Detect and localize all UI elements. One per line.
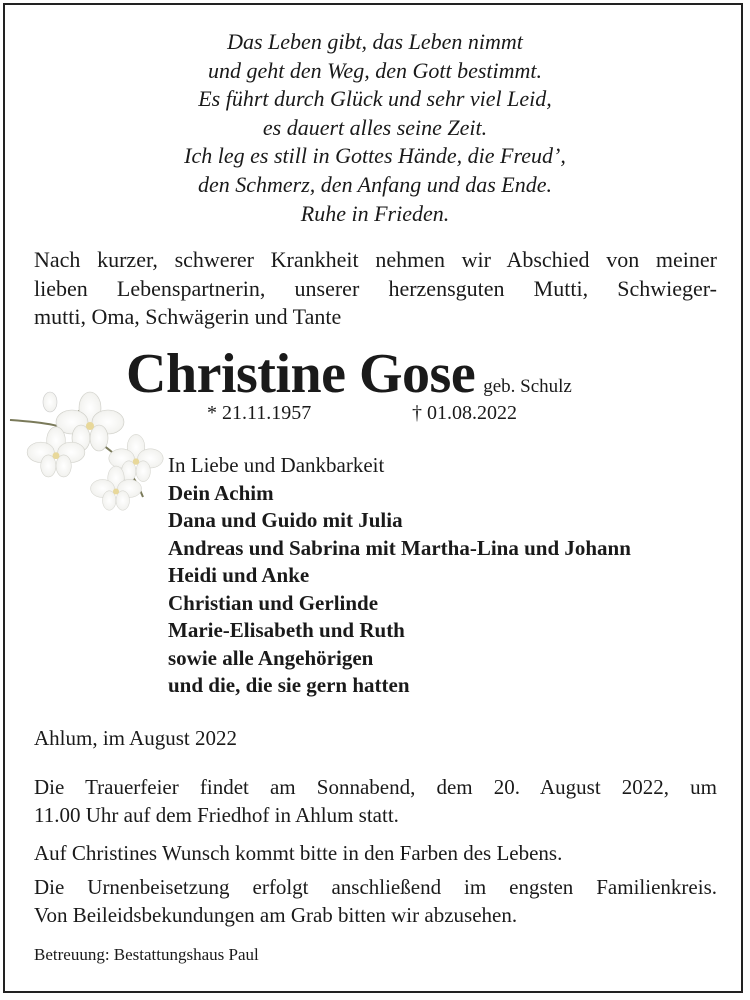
family-lead: In Liebe und Dankbarkeit: [168, 453, 385, 477]
ceremony-line: 11.00 Uhr auf dem Friedhof in Ahlum statt.: [34, 802, 399, 827]
intro-line: lieben Lebenspartnerin, unserer herzensguten Mutti, Schwieger-: [34, 275, 717, 301]
family-member: Christian und Gerlinde: [168, 590, 379, 615]
deceased-heading: [126, 342, 572, 406]
family-member: Dana und Guido mit Julia: [168, 508, 403, 532]
funeral-home-credit: Betreuung: Bestattungshaus Paul: [34, 945, 259, 964]
intro-line: Nach kurzer, schwerer Krankheit nehmen wir Abschied von meiner: [34, 247, 717, 272]
family-member: Dein Achim: [168, 480, 274, 505]
poem-line: Ruhe in Frieden.: [300, 200, 450, 226]
burial-text: [34, 874, 717, 929]
family-member: Heidi und Anke: [168, 563, 310, 587]
place-date: Ahlum, im August 2022: [34, 726, 238, 750]
burial-line: Die Urnenbeisetzung erfolgt anschließend im engsten Familienkreis.: [34, 875, 717, 899]
ceremony-line: Die Trauerfeier findet am Sonnabend, dem 20. August 2022, um: [34, 775, 717, 799]
ceremony-text: [34, 774, 717, 829]
deceased-name: Christine Gose: [126, 343, 476, 405]
birth-date: * 21.11.1957: [207, 402, 312, 424]
poem-line: den Schmerz, den Anfang und das Ende.: [198, 171, 552, 197]
wish-line: Auf Christines Wunsch kommt bitte in den Farben des Lebens.: [34, 841, 563, 865]
intro-line: mutti, Oma, Schwägerin und Tante: [34, 304, 342, 329]
poem-line: Das Leben gibt, das Leben nimmt: [227, 29, 523, 54]
family-member: und die, die sie gern hatten: [168, 673, 410, 697]
poem-line: Es führt durch Glück und sehr viel Leid,: [198, 86, 552, 112]
maiden-name: geb. Schulz: [483, 376, 572, 397]
death-date: † 01.08.2022: [412, 402, 517, 424]
burial-line: Von Beileidsbekundungen am Grab bitten wir abzusehen.: [34, 902, 518, 927]
family-member: Andreas und Sabrina mit Martha-Lina und Johann: [168, 535, 631, 560]
family-member: Marie-Elisabeth und Ruth: [168, 618, 405, 642]
family-member: sowie alle Angehörigen: [168, 645, 374, 670]
poem-line: es dauert alles seine Zeit.: [262, 114, 488, 140]
poem-line: und geht den Weg, den Gott bestimmt.: [207, 57, 543, 83]
poem: [0, 28, 750, 228]
wish-text: [34, 840, 717, 868]
family-list: [168, 452, 631, 700]
intro-text: [34, 246, 717, 332]
poem-line: Ich leg es still in Gottes Hände, die Freud’,: [184, 143, 566, 169]
